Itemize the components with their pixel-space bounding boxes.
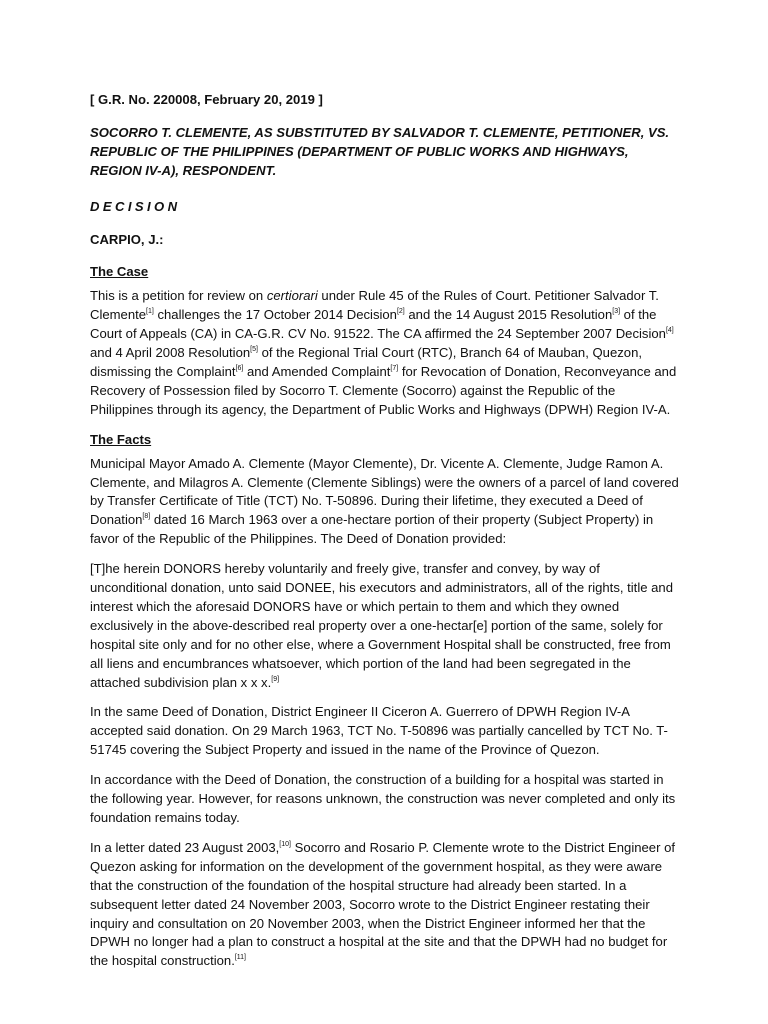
ponente: CARPIO, J.:	[90, 231, 164, 247]
decision-label: DECISION	[90, 198, 181, 214]
footnote-ref[interactable]: [10]	[279, 840, 291, 848]
facts-paragraph: In the same Deed of Donation, District Engineer II Ciceron A. Guerrero of DPWH Region IV-A accepted said donation. On 29 March 1963, TCT No. T-50896 was partially cancelled by TCT No. T-51745 covering the Subject Property and issued in the name of the Province of Quezon.	[90, 704, 668, 758]
italic-term: certiorari	[266, 288, 318, 304]
case-title: SOCORRO T. CLEMENTE, AS SUBSTITUTED BY SALVADOR T. CLEMENTE, PETITIONER, VS. REPUBLIC OF THE PHILIPPINES (DEPARTMENT OF PUBLIC WORKS AND HIGHWAYS, REGION IV-A), RESPONDENT.	[90, 124, 670, 178]
quoted-deed-paragraph: [T]he herein DONORS hereby voluntarily and freely give, transfer and convey, by way of unconditional donation, unto said DONEE, his executors and administrators, all of the rights, title and interest which the aforesaid DONORS have or which pertain to them and which they owned exclusively in the above-described real property over a one-hectar[e] portion of the same, solely for hospital site only and for no other else, where a Government Hospital shall be constructed, free from all liens and encumbrances whatsoever, which portion of the land had been segregated in the attached subdivision plan x x x.[9]	[90, 561, 673, 690]
footnote-ref[interactable]: [5]	[250, 346, 258, 354]
footnote-ref[interactable]: [8]	[142, 513, 151, 521]
footnote-ref[interactable]: [3]	[612, 308, 621, 316]
footnote-ref[interactable]: [6]	[235, 364, 244, 372]
document-body	[90, 91, 680, 982]
footnote-ref[interactable]: [7]	[390, 364, 399, 372]
footnote-ref[interactable]: [11]	[234, 954, 246, 962]
footnote-ref[interactable]: [1]	[146, 308, 154, 316]
footnote-ref[interactable]: [9]	[271, 675, 280, 683]
case-paragraph: This is a petition for review on certiorari under Rule 45 of the Rules of Court. Petitioner Salvador T. Clemente[1] challenges the 17 October 2014 Decision[2] and the 14 August 2015 Resolution[3] of the Court of Appeals (CA) in CA-G.R. CV No. 91522. The CA affirmed the 24 September 2007 Decision[4] and 4 April 2008 Resolution[5] of the Regional Trial Court (RTC), Branch 64 of Mauban, Quezon, dismissing the Complaint[6] and Amended Complaint[7] for Revocation of Donation, Reconveyance and Recovery of Possession filed by Socorro T. Clemente (Socorro) against the Republic of the Philippines through its agency, the Department of Public Works and Highways (DPWH) Region IV-A.	[90, 288, 677, 417]
heading-the-case: The Case	[90, 264, 149, 280]
facts-paragraph: In accordance with the Deed of Donation, the construction of a building for a hospital was started in the following year. However, for reasons unknown, the construction was never completed and only its foundation remains today.	[90, 772, 676, 825]
heading-the-facts: The Facts	[90, 431, 152, 447]
footnote-ref[interactable]: [2]	[396, 308, 405, 316]
facts-paragraph: In a letter dated 23 August 2003,[10] Socorro and Rosario P. Clemente wrote to the District Engineer of Quezon asking for information on the development of the government hospital, as they were aware that the construction of the foundation of the hospital structure had already been started. In a subsequent letter dated 24 November 2003, Socorro wrote to the District Engineer restating their inquiry and consultation on 20 November 2003, when the District Engineer informed her that the DPWH no longer had a plan to construct a hospital at the site and that the DPWH had no budget for the hospital construction.[11]	[90, 839, 675, 969]
case-number: [ G.R. No. 220008, February 20, 2019 ]	[90, 92, 323, 107]
footnote-ref[interactable]: [4]	[665, 327, 674, 335]
facts-paragraph: Municipal Mayor Amado A. Clemente (Mayor Clemente), Dr. Vicente A. Clemente, Judge Ramon A. Clemente, and Milagros A. Clemente (Clemente Siblings) were the owners of a parcel of land covered by Transfer Certificate of Title (TCT) No. T-50896. During their lifetime, they executed a Deed of Donation[8] dated 16 March 1963 over a one-hectare portion of their property (Subject Property) in favor of the Republic of the Philippines. The Deed of Donation provided:	[90, 455, 679, 547]
